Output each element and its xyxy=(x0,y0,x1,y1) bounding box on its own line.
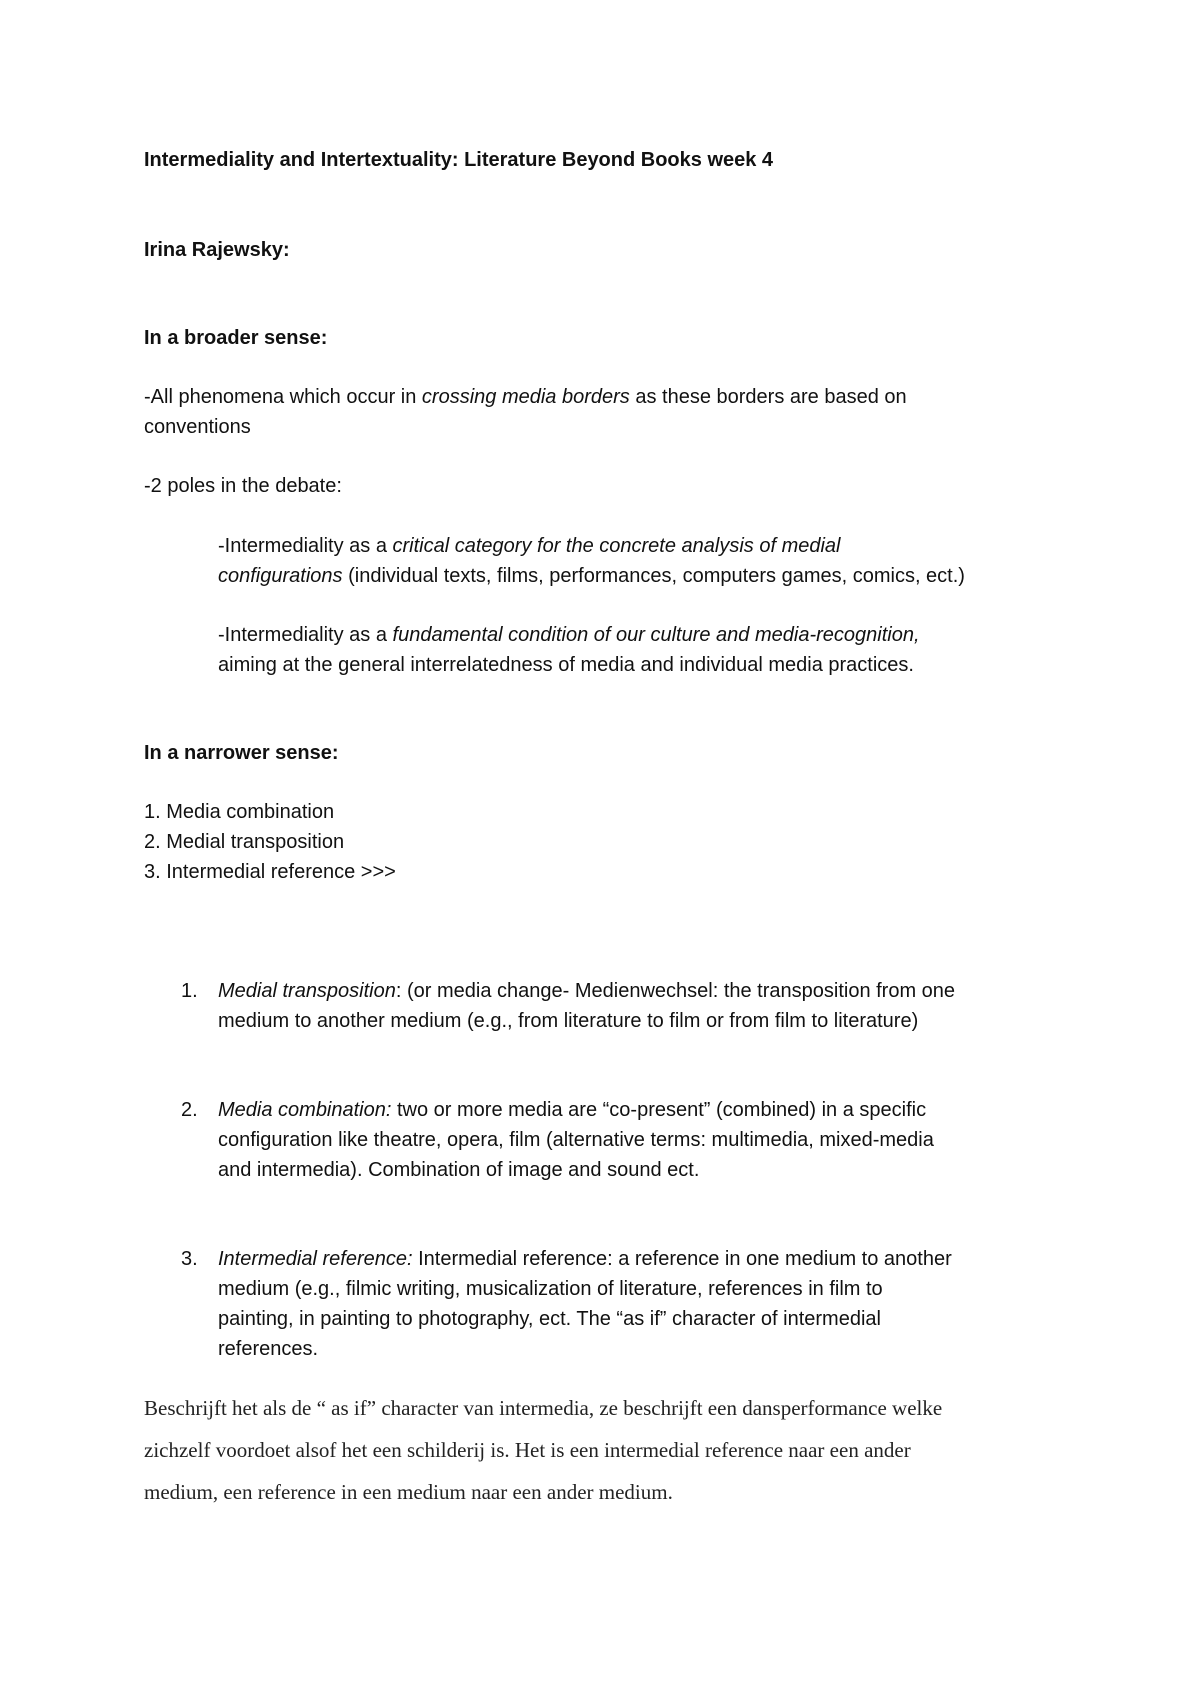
definition-line: references. xyxy=(218,1338,319,1360)
pole-two-pre: -Intermediality as a xyxy=(218,624,393,646)
pole-one-pre: -Intermediality as a xyxy=(218,535,393,557)
broader-sense-heading: In a broader sense: xyxy=(144,327,328,349)
pole-one-line xyxy=(218,531,841,561)
closing-paragraph-line: Beschrijft het als de “ as if” character van intermedia, ze beschrijft een dansperformance welke xyxy=(144,1396,943,1420)
pole-one-continuation xyxy=(218,561,965,591)
definition-first-line xyxy=(218,1244,952,1274)
closing-paragraph-line: zichzelf voordoet alsof het een schilderij is. Het is een intermedial reference naar een ander xyxy=(144,1438,911,1462)
pole-two-emphasis: fundamental condition of our culture and media-recognition, xyxy=(392,624,920,646)
definition-term: Media combination: xyxy=(218,1099,392,1121)
definition-number: 2. xyxy=(181,1099,198,1121)
definition-rest: two or more media are “co-present” (combined) in a specific xyxy=(391,1099,927,1121)
definition-number: 1. xyxy=(181,980,198,1002)
broader-p1-post: as these borders are based on xyxy=(629,386,907,408)
definition-number: 3. xyxy=(181,1248,198,1270)
broader-p1-pre: -All phenomena which occur in xyxy=(144,386,422,408)
definition-line: medium (e.g., filmic writing, musicalization of literature, references in film to xyxy=(218,1278,883,1300)
author-heading: Irina Rajewsky: xyxy=(144,239,290,261)
narrower-sense-heading: In a narrower sense: xyxy=(144,742,339,764)
broader-paragraph-line xyxy=(144,382,907,412)
pole-two-continuation: aiming at the general interrelatedness of media and individual media practices. xyxy=(218,654,914,676)
definition-term: Medial transposition xyxy=(218,980,396,1002)
pole-two-line xyxy=(218,620,920,650)
pole-one-post: (individual texts, films, performances, computers games, comics, ect.) xyxy=(342,565,965,587)
closing-paragraph-line: medium, een reference in een medium naar een ander medium. xyxy=(144,1480,673,1504)
definition-line: configuration like theatre, opera, film (alternative terms: multimedia, mixed-media xyxy=(218,1129,934,1151)
definition-first-line xyxy=(218,1095,926,1125)
definition-first-line xyxy=(218,976,955,1006)
pole-one-emphasis-cont: configurations xyxy=(218,565,343,587)
definition-line: painting, in painting to photography, ect. The “as if” character of intermedial xyxy=(218,1308,881,1330)
poles-intro: -2 poles in the debate: xyxy=(144,475,342,497)
definition-line: medium to another medium (e.g., from literature to film or from film to literature) xyxy=(218,1010,919,1032)
definition-rest: : (or media change- Medienwechsel: the transposition from one xyxy=(395,980,956,1002)
narrower-list-item: 2. Medial transposition xyxy=(144,831,345,853)
definition-line: and intermedia). Combination of image and sound ect. xyxy=(218,1159,700,1181)
definition-rest: Intermedial reference: a reference in one medium to another xyxy=(412,1248,952,1270)
broader-paragraph-continuation: conventions xyxy=(144,416,251,438)
broader-p1-emphasis: crossing media borders xyxy=(421,386,630,408)
narrower-list-item: 3. Intermedial reference >>> xyxy=(144,861,396,883)
narrower-list-item: 1. Media combination xyxy=(144,801,335,823)
document-title: Intermediality and Intertextuality: Literature Beyond Books week 4 xyxy=(144,149,774,171)
pole-one-emphasis: critical category for the concrete analysis of medial xyxy=(392,535,841,557)
definition-term: Intermedial reference: xyxy=(218,1248,413,1270)
